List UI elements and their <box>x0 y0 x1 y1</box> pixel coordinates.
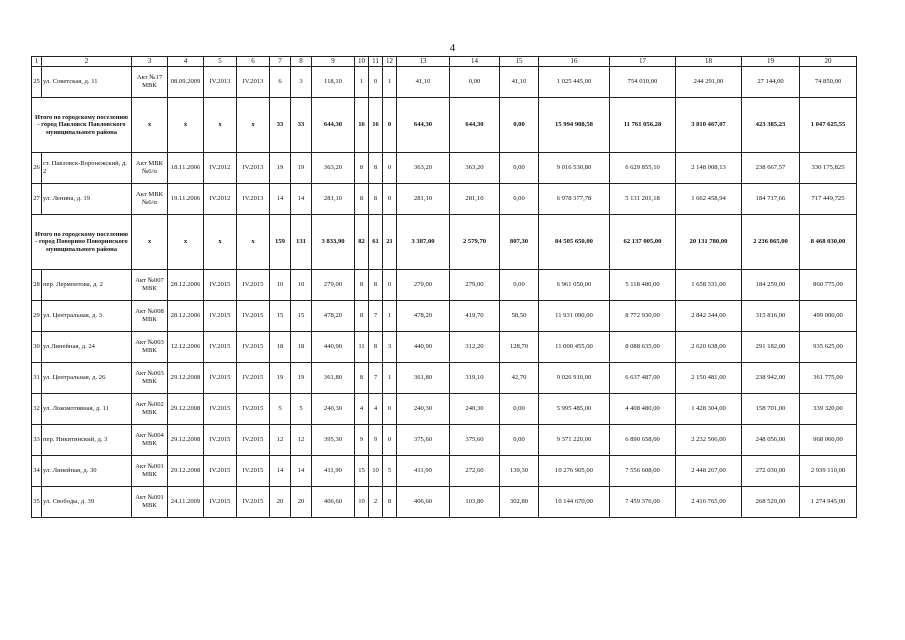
table-cell: 440,90 <box>397 332 450 363</box>
total-cell: 644,30 <box>450 98 500 153</box>
table-cell: Акт МВК №6/п <box>132 184 168 215</box>
table-cell: 7 <box>369 301 383 332</box>
table-cell: 411,90 <box>312 456 355 487</box>
table-cell: 0,00 <box>500 394 539 425</box>
table-cell: 272,60 <box>450 456 500 487</box>
table-cell: 1 274 945,00 <box>800 487 857 518</box>
table-cell: 330 175,825 <box>800 153 857 184</box>
table-cell: 361,80 <box>397 363 450 394</box>
table-cell: 19 <box>291 363 312 394</box>
table-cell: 361 775,00 <box>800 363 857 394</box>
table-cell: 11 931 090,00 <box>539 301 610 332</box>
table-cell: 10 <box>270 270 291 301</box>
table-cell: 312,20 <box>450 332 500 363</box>
table-cell: 411,90 <box>397 456 450 487</box>
table-cell: IV.2012 <box>204 184 237 215</box>
table-cell: 8 <box>369 270 383 301</box>
table-cell: IV.2015 <box>204 332 237 363</box>
row-number: 26 <box>32 153 42 184</box>
table-cell: 11 <box>355 332 369 363</box>
table-cell: 2 150 481,00 <box>676 363 742 394</box>
table-cell: 363,20 <box>450 153 500 184</box>
address-cell: пер. Лермонтова, д. 2 <box>42 270 132 301</box>
table-cell: 15 <box>355 456 369 487</box>
table-cell: 272 030,00 <box>742 456 800 487</box>
table-cell: Акт №17 МВК <box>132 67 168 98</box>
table-cell: 395,30 <box>312 425 355 456</box>
table-cell: 1 662 458,94 <box>676 184 742 215</box>
table-cell: 10 276 905,00 <box>539 456 610 487</box>
table-cell: 406,60 <box>312 487 355 518</box>
table-cell: 9 016 530,80 <box>539 153 610 184</box>
table-cell: 5 995 485,00 <box>539 394 610 425</box>
table-cell: 2 416 765,00 <box>676 487 742 518</box>
total-cell: 3 833,90 <box>312 215 355 270</box>
table-cell: 118,10 <box>312 67 355 98</box>
total-cell: 0,00 <box>500 98 539 153</box>
total-cell: х <box>204 215 237 270</box>
row-number: 34 <box>32 456 42 487</box>
table-cell: 5 <box>270 394 291 425</box>
row-number: 30 <box>32 332 42 363</box>
table-cell: 0 <box>383 425 397 456</box>
table-cell: 238 667,57 <box>742 153 800 184</box>
column-number-12: 12 <box>383 57 397 67</box>
table-row <box>32 487 857 518</box>
total-cell: х <box>237 215 270 270</box>
table-cell: 7 459 376,00 <box>610 487 676 518</box>
resettlement-table <box>31 56 857 518</box>
table-cell: 10 <box>369 456 383 487</box>
table-cell: IV.2015 <box>204 394 237 425</box>
total-cell: 423 385,23 <box>742 98 800 153</box>
row-number: 28 <box>32 270 42 301</box>
table-cell: 2 620 638,00 <box>676 332 742 363</box>
row-number: 25 <box>32 67 42 98</box>
table-cell: 41,10 <box>500 67 539 98</box>
table-row <box>32 332 857 363</box>
table-cell: 2 <box>369 487 383 518</box>
table-cell: 74 850,00 <box>800 67 857 98</box>
table-cell: 281,10 <box>312 184 355 215</box>
table-cell: 19 <box>291 153 312 184</box>
table-cell: 24.11.2009 <box>168 487 204 518</box>
total-cell: 8 468 030,00 <box>800 215 857 270</box>
total-cell: 807,30 <box>500 215 539 270</box>
table-cell: 0,00 <box>500 184 539 215</box>
table-cell: 315 816,00 <box>742 301 800 332</box>
table-cell: 0 <box>383 270 397 301</box>
table-cell: 8 <box>355 363 369 394</box>
table-cell: 14 <box>291 456 312 487</box>
table-cell: IV.2015 <box>204 301 237 332</box>
column-number-8: 8 <box>291 57 312 67</box>
table-cell: 4 408 480,00 <box>610 394 676 425</box>
table-row <box>32 363 857 394</box>
column-number-7: 7 <box>270 57 291 67</box>
table-cell: 184 717,66 <box>742 184 800 215</box>
total-cell: 16 <box>355 98 369 153</box>
table-cell: IV.2015 <box>204 487 237 518</box>
table-cell: 10 144 670,00 <box>539 487 610 518</box>
total-cell: 131 <box>291 215 312 270</box>
table-cell: 238 942,00 <box>742 363 800 394</box>
total-cell: 1 047 625,55 <box>800 98 857 153</box>
column-number-19: 19 <box>742 57 800 67</box>
table-cell: 11 000 455,00 <box>539 332 610 363</box>
table-cell: 18 <box>291 332 312 363</box>
table-cell: 2 232 506,00 <box>676 425 742 456</box>
table-cell: 319,10 <box>450 363 500 394</box>
column-number-1: 1 <box>32 57 42 67</box>
table-cell: 4 <box>355 394 369 425</box>
table-cell: 1 025 445,00 <box>539 67 610 98</box>
total-row <box>32 215 857 270</box>
column-number-17: 17 <box>610 57 676 67</box>
table-cell: 240,30 <box>312 394 355 425</box>
column-number-14: 14 <box>450 57 500 67</box>
column-number-5: 5 <box>204 57 237 67</box>
table-cell: 42,70 <box>500 363 539 394</box>
table-row <box>32 67 857 98</box>
table-cell: 8 772 930,00 <box>610 301 676 332</box>
table-cell: 18.11.2006 <box>168 153 204 184</box>
page-number: 4 <box>449 42 456 54</box>
total-cell: 84 505 650,00 <box>539 215 610 270</box>
table-cell: 10 <box>291 270 312 301</box>
table-cell: 08.09.2009 <box>168 67 204 98</box>
table-cell: 279,00 <box>450 270 500 301</box>
total-cell: 159 <box>270 215 291 270</box>
table-cell: Акт МВК №6/п <box>132 153 168 184</box>
table-cell: IV.2015 <box>237 456 270 487</box>
total-cell: 33 <box>270 98 291 153</box>
table-cell: 499 000,00 <box>800 301 857 332</box>
table-cell: IV.2015 <box>204 456 237 487</box>
table-cell: 6 961 050,00 <box>539 270 610 301</box>
table-cell: 6 629 855,10 <box>610 153 676 184</box>
address-cell: ул. Центральная, д. 3 <box>42 301 132 332</box>
table-cell: 9 371 220,00 <box>539 425 610 456</box>
table-cell: 279,00 <box>312 270 355 301</box>
total-cell: 33 <box>291 98 312 153</box>
table-cell: Акт №001 МВК <box>132 487 168 518</box>
table-cell: 103,80 <box>450 487 500 518</box>
table-cell: 860 775,00 <box>800 270 857 301</box>
table-cell: 1 428 304,00 <box>676 394 742 425</box>
table-cell: 406,60 <box>397 487 450 518</box>
total-cell: 20 131 780,00 <box>676 215 742 270</box>
table-cell: 8 088 635,00 <box>610 332 676 363</box>
column-number-16: 16 <box>539 57 610 67</box>
total-cell: 21 <box>383 215 397 270</box>
table-cell: IV.2015 <box>237 363 270 394</box>
table-cell: 41,10 <box>397 67 450 98</box>
total-cell: х <box>237 98 270 153</box>
table-cell: Акт №002 МВК <box>132 394 168 425</box>
address-cell: ул.Линейная, д. 24 <box>42 332 132 363</box>
table-cell: Акт №004 МВК <box>132 425 168 456</box>
address-cell: ул. Советская, д. 11 <box>42 67 132 98</box>
table-row <box>32 394 857 425</box>
table-cell: 9 <box>355 425 369 456</box>
table-cell: 935 625,00 <box>800 332 857 363</box>
table-cell: 29.12.2008 <box>168 456 204 487</box>
total-cell: х <box>168 98 204 153</box>
table-cell: 7 <box>369 363 383 394</box>
table-cell: 8 <box>369 332 383 363</box>
row-number: 31 <box>32 363 42 394</box>
table-cell: 302,80 <box>500 487 539 518</box>
table-cell: 12 <box>270 425 291 456</box>
table-row <box>32 301 857 332</box>
row-number: 33 <box>32 425 42 456</box>
table-cell: 248 056,00 <box>742 425 800 456</box>
table-cell: 361,80 <box>312 363 355 394</box>
table-cell: 3 <box>383 332 397 363</box>
table-cell: 128,70 <box>500 332 539 363</box>
address-cell: пер. Никитинский, д. 3 <box>42 425 132 456</box>
table-cell: 0 <box>369 67 383 98</box>
table-cell: 363,20 <box>312 153 355 184</box>
table-cell: 29.12.2008 <box>168 363 204 394</box>
table-cell: 14 <box>270 184 291 215</box>
table-cell: 7 556 608,00 <box>610 456 676 487</box>
table-cell: 478,20 <box>312 301 355 332</box>
table-cell: 12 <box>291 425 312 456</box>
table-cell: 8 <box>355 184 369 215</box>
column-number-3: 3 <box>132 57 168 67</box>
address-cell: ул. Ленина, д. 19 <box>42 184 132 215</box>
address-cell: ул. Центральная, д. 26 <box>42 363 132 394</box>
table-cell: 19.11.2006 <box>168 184 204 215</box>
table-cell: IV.2012 <box>204 153 237 184</box>
table-cell: 968 060,00 <box>800 425 857 456</box>
total-row <box>32 98 857 153</box>
table-cell: 5 131 201,18 <box>610 184 676 215</box>
total-cell: х <box>132 98 168 153</box>
address-cell: ул. Свободы, д. 39 <box>42 487 132 518</box>
table-cell: 279,00 <box>397 270 450 301</box>
table-cell: 5 <box>291 394 312 425</box>
table-cell: 440,90 <box>312 332 355 363</box>
table-cell: 0 <box>383 153 397 184</box>
table-row <box>32 425 857 456</box>
total-cell: 11 761 056,28 <box>610 98 676 153</box>
table-cell: 9 <box>369 425 383 456</box>
table-cell: 375,60 <box>397 425 450 456</box>
table-cell: IV.2013 <box>237 184 270 215</box>
table-cell: 8 <box>355 153 369 184</box>
table-cell: 184 259,00 <box>742 270 800 301</box>
table-cell: 1 <box>383 67 397 98</box>
table-cell: 19 <box>270 363 291 394</box>
table-cell: 281,10 <box>450 184 500 215</box>
table-cell: 339 320,00 <box>800 394 857 425</box>
table-cell: Акт №007 МВК <box>132 270 168 301</box>
table-cell: 0,00 <box>500 270 539 301</box>
total-cell: 16 <box>369 98 383 153</box>
table-cell: 15 <box>270 301 291 332</box>
table-cell: 0,00 <box>450 67 500 98</box>
table-cell: 0,00 <box>500 425 539 456</box>
table-cell: 12.12.2006 <box>168 332 204 363</box>
table-cell: 20 <box>291 487 312 518</box>
table-cell: 28.12.2006 <box>168 270 204 301</box>
column-number-15: 15 <box>500 57 539 67</box>
table-cell: 1 658 331,00 <box>676 270 742 301</box>
column-number-9: 9 <box>312 57 355 67</box>
column-number-13: 13 <box>397 57 450 67</box>
column-number-6: 6 <box>237 57 270 67</box>
table-cell: IV.2015 <box>237 425 270 456</box>
table-cell: 291 182,00 <box>742 332 800 363</box>
total-cell: 15 994 908,58 <box>539 98 610 153</box>
table-cell: 2 148 008,13 <box>676 153 742 184</box>
table-cell: 6 978 377,78 <box>539 184 610 215</box>
table-cell: 8 <box>355 301 369 332</box>
table-cell: 5 <box>383 456 397 487</box>
table-cell: IV.2015 <box>237 332 270 363</box>
table-cell: 8 <box>369 153 383 184</box>
table-cell: IV.2015 <box>204 425 237 456</box>
row-number: 35 <box>32 487 42 518</box>
table-cell: 28.12.2006 <box>168 301 204 332</box>
table-cell: 3 <box>291 67 312 98</box>
total-cell: х <box>204 98 237 153</box>
table-cell: 419,70 <box>450 301 500 332</box>
column-number-18: 18 <box>676 57 742 67</box>
table-cell: 717 449,725 <box>800 184 857 215</box>
table-cell: 2 448 267,00 <box>676 456 742 487</box>
table-cell: IV.2015 <box>237 394 270 425</box>
table-cell: 0 <box>383 394 397 425</box>
table-cell: 20 <box>270 487 291 518</box>
table-cell: IV.2015 <box>204 363 237 394</box>
table-cell: 29.12.2008 <box>168 425 204 456</box>
table-cell: 754 010,00 <box>610 67 676 98</box>
table-cell: 1 <box>383 301 397 332</box>
table-cell: 8 <box>383 487 397 518</box>
table-cell: IV.2015 <box>237 487 270 518</box>
total-cell: 2 236 865,00 <box>742 215 800 270</box>
table-cell: IV.2013 <box>204 67 237 98</box>
total-cell: 62 137 005,00 <box>610 215 676 270</box>
table-cell: 158 701,00 <box>742 394 800 425</box>
table-cell: 139,30 <box>500 456 539 487</box>
table-cell: 5 118 480,00 <box>610 270 676 301</box>
column-number-2: 2 <box>42 57 132 67</box>
total-cell: 61 <box>369 215 383 270</box>
table-cell: 14 <box>270 456 291 487</box>
table-cell: 0 <box>383 184 397 215</box>
table-row <box>32 456 857 487</box>
address-cell: ст. Павловск-Воронежский, д. 2 <box>42 153 132 184</box>
table-cell: Акт №001 МВК <box>132 456 168 487</box>
table-cell: 6 890 658,00 <box>610 425 676 456</box>
table-cell: 6 <box>270 67 291 98</box>
table-cell: 240,30 <box>397 394 450 425</box>
table-cell: 1 <box>355 67 369 98</box>
table-cell: 9 026 910,00 <box>539 363 610 394</box>
address-cell: ул. Локомотивная, д. 11 <box>42 394 132 425</box>
total-cell: х <box>132 215 168 270</box>
table-cell: IV.2015 <box>237 301 270 332</box>
total-label: Итого по городскому поселению - город Павловск Павловского муниципального района <box>32 98 132 153</box>
table-cell: 8 <box>355 270 369 301</box>
table-cell: IV.2013 <box>237 153 270 184</box>
table-row <box>32 153 857 184</box>
table-cell: 8 <box>369 184 383 215</box>
table-cell: 14 <box>291 184 312 215</box>
table-cell: 1 <box>383 363 397 394</box>
table-cell: 4 <box>369 394 383 425</box>
table-cell: 478,20 <box>397 301 450 332</box>
table-cell: Акт №003 МВК <box>132 363 168 394</box>
address-cell: ул. Линейная, д. 30 <box>42 456 132 487</box>
column-number-10: 10 <box>355 57 369 67</box>
table-cell: 363,20 <box>397 153 450 184</box>
total-cell: 644,30 <box>312 98 355 153</box>
total-cell: 3 387,00 <box>397 215 450 270</box>
total-cell: 3 810 467,07 <box>676 98 742 153</box>
table-cell: IV.2013 <box>237 67 270 98</box>
column-number-4: 4 <box>168 57 204 67</box>
table-cell: IV.2015 <box>204 270 237 301</box>
table-cell: 268 529,00 <box>742 487 800 518</box>
column-number-11: 11 <box>369 57 383 67</box>
table-cell: IV.2015 <box>237 270 270 301</box>
table-cell: 244 291,00 <box>676 67 742 98</box>
total-cell: 82 <box>355 215 369 270</box>
table-cell: Акт №008 МВК <box>132 301 168 332</box>
table-cell: 0,00 <box>500 153 539 184</box>
table-cell: 10 <box>355 487 369 518</box>
table-row <box>32 184 857 215</box>
table-cell: 29.12.2008 <box>168 394 204 425</box>
table-cell: 375,60 <box>450 425 500 456</box>
table-row <box>32 270 857 301</box>
table-cell: 2 842 344,00 <box>676 301 742 332</box>
table-cell: 15 <box>291 301 312 332</box>
total-cell: 2 579,70 <box>450 215 500 270</box>
row-number: 29 <box>32 301 42 332</box>
column-number-row <box>32 57 857 67</box>
table-cell: 2 939 110,00 <box>800 456 857 487</box>
table-cell: 27 144,00 <box>742 67 800 98</box>
total-label: Итого по городскому поселению - город Поворино Поворинского муниципального района <box>32 215 132 270</box>
table-cell: 19 <box>270 153 291 184</box>
table-cell: 58,50 <box>500 301 539 332</box>
table-cell: 18 <box>270 332 291 363</box>
table-cell: 6 637 487,00 <box>610 363 676 394</box>
total-cell: 644,30 <box>397 98 450 153</box>
total-cell: 0 <box>383 98 397 153</box>
row-number: 32 <box>32 394 42 425</box>
total-cell: х <box>168 215 204 270</box>
row-number: 27 <box>32 184 42 215</box>
column-number-20: 20 <box>800 57 857 67</box>
table-cell: Акт №003 МВК <box>132 332 168 363</box>
table-cell: 240,30 <box>450 394 500 425</box>
table-cell: 281,10 <box>397 184 450 215</box>
